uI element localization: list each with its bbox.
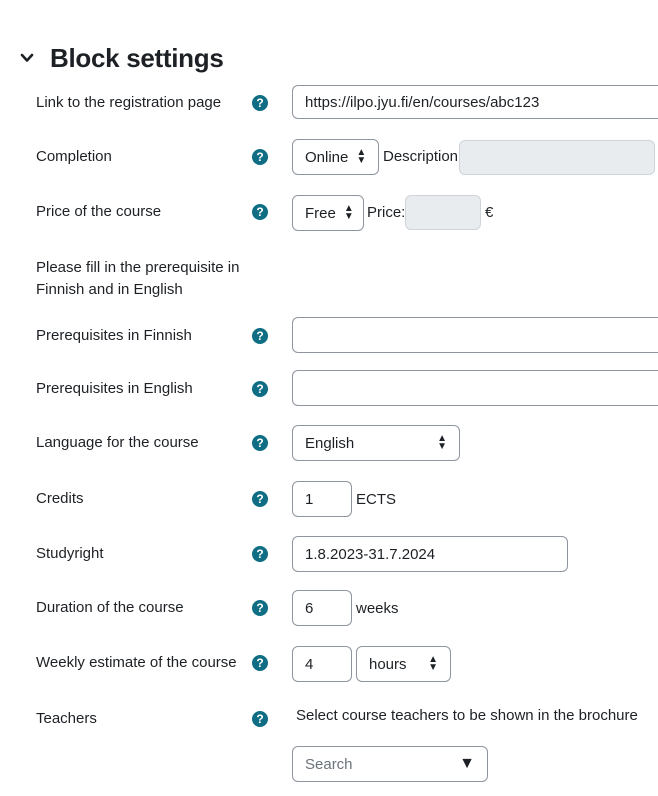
teachers-search-input[interactable] xyxy=(292,746,488,782)
help-icon[interactable]: ? xyxy=(252,204,268,220)
select-updown-icon: ▲ ▼ xyxy=(428,654,438,673)
description-input[interactable] xyxy=(459,140,655,175)
prerequisite-note-line1: Please fill in the prerequisite in xyxy=(36,259,240,276)
prereq-en-label: Prerequisites in English xyxy=(36,380,193,397)
duration-label: Duration of the course xyxy=(36,599,184,616)
select-updown-icon: ▲ ▼ xyxy=(356,147,367,166)
registration-link-input[interactable] xyxy=(292,85,658,119)
studyright-label: Studyright xyxy=(36,545,104,562)
search-placeholder: Search xyxy=(305,755,353,773)
completion-select[interactable] xyxy=(292,139,379,175)
credits-input[interactable] xyxy=(292,481,352,517)
help-icon[interactable]: ? xyxy=(252,600,268,616)
help-icon[interactable]: ? xyxy=(252,711,268,727)
weekly-estimate-value: 4 xyxy=(305,655,314,673)
price-label: Price of the course xyxy=(36,203,162,220)
credits-value: 1 xyxy=(305,490,314,508)
help-icon[interactable]: ? xyxy=(252,149,268,165)
completion-select-value: Online xyxy=(305,148,349,166)
prereq-fi-label: Prerequisites in Finnish xyxy=(36,327,192,344)
completion-label: Completion xyxy=(36,148,112,165)
help-icon[interactable]: ? xyxy=(252,328,268,344)
currency-symbol: € xyxy=(485,204,494,221)
language-label: Language for the course xyxy=(36,434,199,451)
duration-unit: weeks xyxy=(356,600,399,617)
duration-input[interactable] xyxy=(292,590,352,626)
language-select[interactable] xyxy=(292,425,460,461)
price-type-value: Free xyxy=(305,204,336,222)
weekly-unit-value: hours xyxy=(369,655,407,673)
price-amount-label: Price: xyxy=(367,204,406,221)
language-select-value: English xyxy=(305,434,355,452)
price-amount-input[interactable] xyxy=(405,195,481,230)
description-label: Description xyxy=(383,148,459,165)
help-icon[interactable]: ? xyxy=(252,655,268,671)
prerequisite-note-line2: Finnish and in English xyxy=(36,281,183,298)
credits-unit: ECTS xyxy=(356,491,397,508)
prereq-fi-input[interactable] xyxy=(292,317,658,353)
section-header[interactable] xyxy=(20,40,224,76)
credits-label: Credits xyxy=(36,490,84,507)
help-icon[interactable]: ? xyxy=(252,381,268,397)
duration-value: 6 xyxy=(305,599,314,617)
dropdown-arrow-icon[interactable]: ▼ xyxy=(459,755,475,772)
registration-link-value: https://ilpo.jyu.fi/en/courses/abc123 xyxy=(305,93,540,111)
help-icon[interactable]: ? xyxy=(252,546,268,562)
weekly-estimate-input[interactable] xyxy=(292,646,352,682)
registration-link-label: Link to the registration page xyxy=(36,94,222,111)
studyright-input[interactable] xyxy=(292,536,568,572)
help-icon[interactable]: ? xyxy=(252,435,268,451)
chevron-down-icon[interactable] xyxy=(20,51,34,65)
select-updown-icon: ▲ ▼ xyxy=(437,433,447,452)
weekly-unit-select[interactable] xyxy=(356,646,451,682)
prerequisite-note xyxy=(36,257,239,301)
teachers-description: Select course teachers to be shown in the brochure xyxy=(296,707,638,724)
weekly-estimate-label: Weekly estimate of the course xyxy=(36,654,237,671)
help-icon[interactable]: ? xyxy=(252,491,268,507)
help-icon[interactable]: ? xyxy=(252,95,268,111)
teachers-label: Teachers xyxy=(36,710,97,727)
section-title: Block settings xyxy=(50,42,224,73)
studyright-value: 1.8.2023-31.7.2024 xyxy=(305,545,436,563)
select-updown-icon: ▲ ▼ xyxy=(343,203,354,222)
prereq-en-input[interactable] xyxy=(292,370,658,406)
price-type-select[interactable] xyxy=(292,195,364,231)
